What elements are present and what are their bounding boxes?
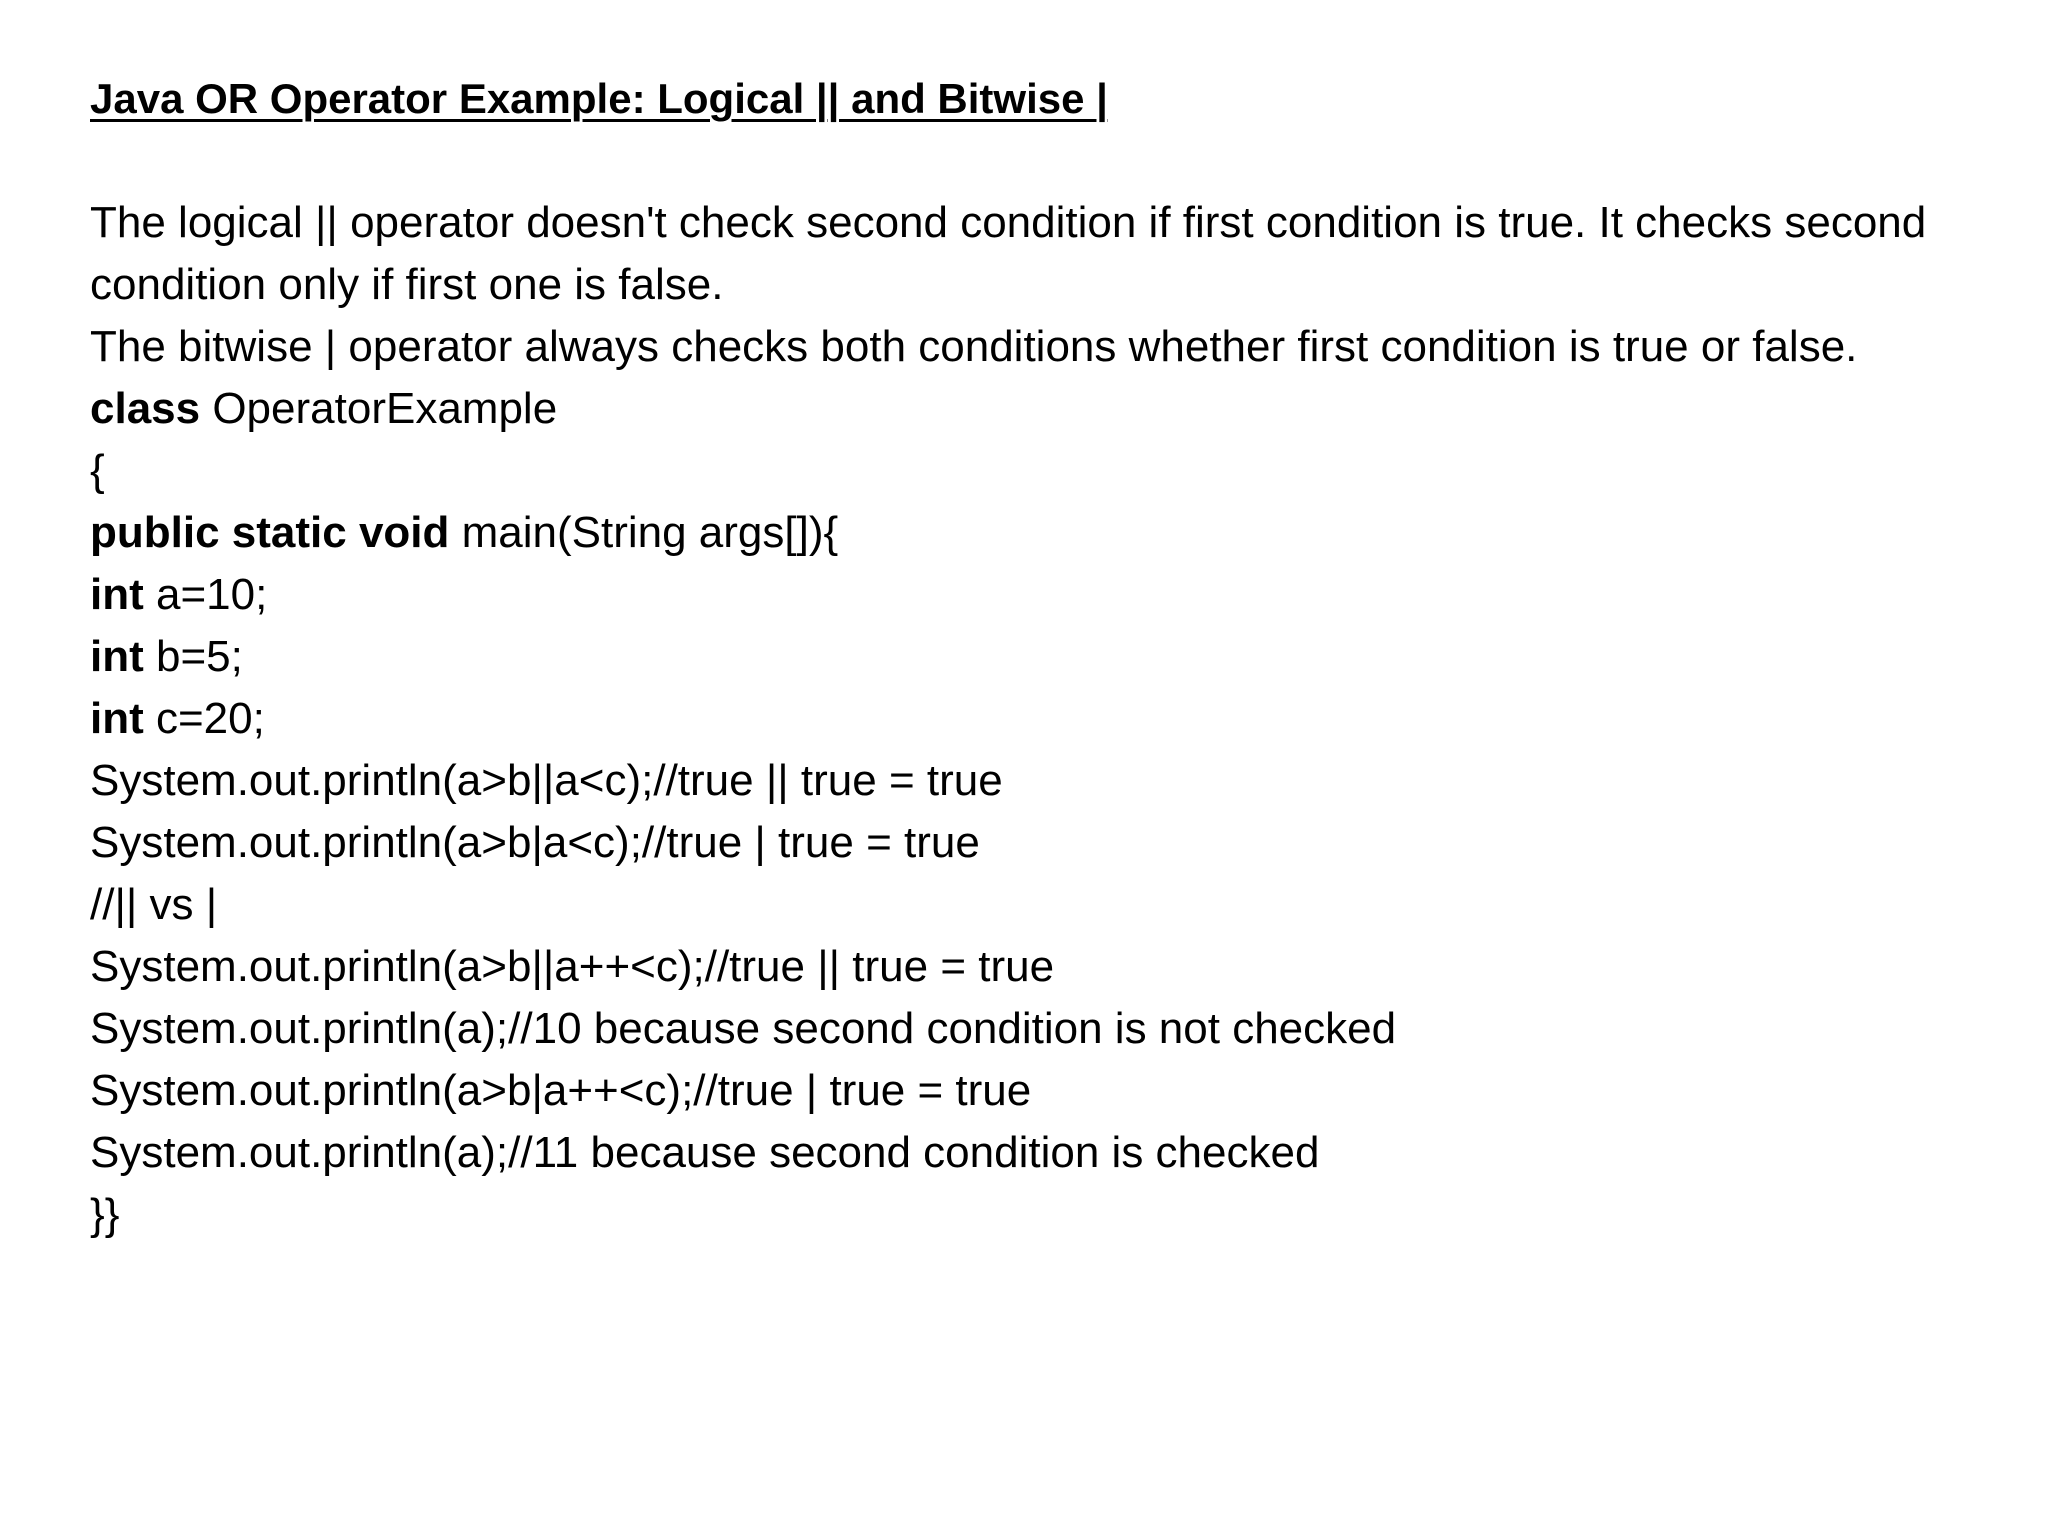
- title-spacer: [90, 130, 1988, 192]
- code-line: [90, 502, 1988, 564]
- code-keyword: class: [90, 384, 201, 433]
- code-text: System.out.println(a);//11 because second condition is checked: [90, 1128, 1320, 1177]
- code-line: [90, 750, 1988, 812]
- code-keyword: int: [90, 570, 144, 619]
- code-text: System.out.println(a);//10 because second condition is not checked: [90, 1004, 1397, 1053]
- code-line: [90, 688, 1988, 750]
- code-text: b=5;: [143, 632, 243, 681]
- code-line: [90, 812, 1988, 874]
- code-keyword: int: [90, 632, 144, 681]
- code-text: //|| vs |: [90, 880, 218, 929]
- code-keyword: int: [90, 694, 144, 743]
- code-text: System.out.println(a>b||a++<c);//true || true = true: [90, 942, 1055, 991]
- code-text: {: [90, 446, 105, 495]
- code-line: [90, 874, 1988, 936]
- code-text: main(String args[]){: [449, 508, 839, 557]
- code-line: [90, 626, 1988, 688]
- code-line: [90, 936, 1988, 998]
- paragraph-logical-or: The logical || operator doesn't check second condition if first condition is true. It checks second condition only if first one is false.: [90, 198, 1927, 309]
- code-line: [90, 378, 1988, 440]
- code-line: [90, 1060, 1988, 1122]
- code-keyword: public static void: [90, 508, 450, 557]
- code-text: a=10;: [143, 570, 268, 619]
- code-text: }}: [90, 1190, 120, 1239]
- code-line: [90, 1122, 1988, 1184]
- document-title: Java OR Operator Example: Logical || and Bitwise |: [90, 75, 1108, 122]
- code-line: [90, 564, 1988, 626]
- code-text: System.out.println(a>b||a<c);//true || true = true: [90, 756, 1003, 805]
- code-text: System.out.println(a>b|a++<c);//true | true = true: [90, 1066, 1032, 1115]
- code-line: [90, 440, 1988, 502]
- code-text: OperatorExample: [200, 384, 558, 433]
- code-line: [90, 1184, 1988, 1246]
- paragraph-bitwise-or: The bitwise | operator always checks both conditions whether first condition is true or false.: [90, 322, 1858, 371]
- code-line: [90, 998, 1988, 1060]
- code-text: c=20;: [143, 694, 265, 743]
- code-block: [90, 378, 1988, 1246]
- code-text: System.out.println(a>b|a<c);//true | true = true: [90, 818, 980, 867]
